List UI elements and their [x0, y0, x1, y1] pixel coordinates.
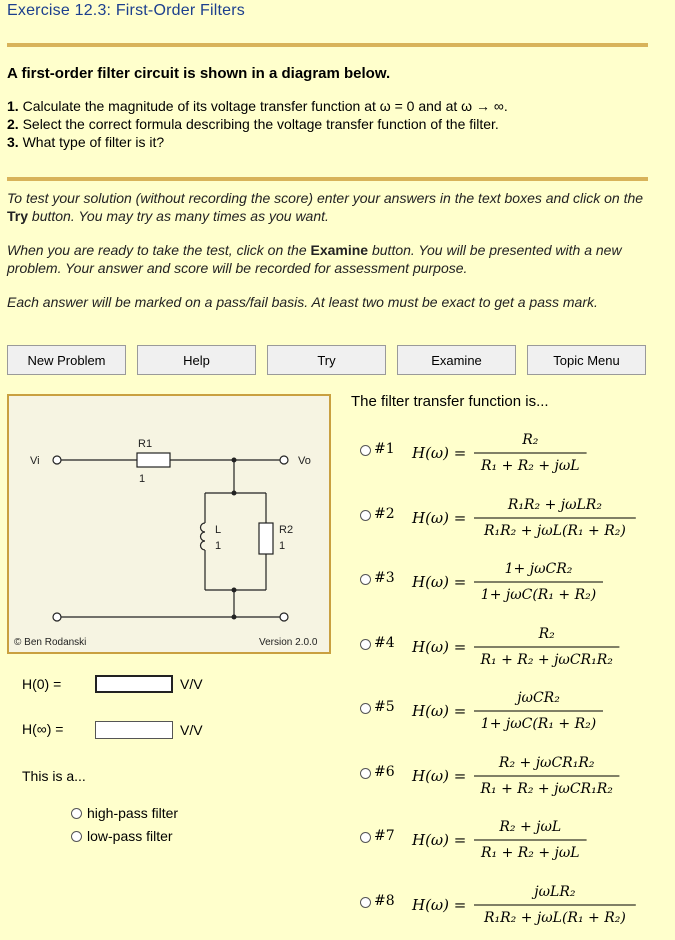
- copyright-text: © Ben Rodanski: [14, 637, 87, 648]
- transfer-option-number: #8: [374, 892, 395, 909]
- formula-denominator: R₁ + R₂ + jωL: [480, 845, 580, 861]
- transfer-option[interactable]: [358, 557, 658, 617]
- r2-label: R2: [279, 524, 294, 536]
- transfer-formula: [408, 622, 658, 682]
- transfer-formula: [408, 686, 658, 746]
- r1-value: 1: [139, 473, 146, 485]
- transfer-option-radio[interactable]: [360, 639, 371, 650]
- low-pass-radio[interactable]: [71, 831, 82, 842]
- high-pass-radio[interactable]: [71, 808, 82, 819]
- transfer-option-radio[interactable]: [360, 703, 371, 714]
- transfer-option-number: #3: [374, 570, 395, 586]
- l-label: L: [215, 524, 222, 536]
- formula-denominator: 1+ jωC(R₁ + R₂): [480, 587, 597, 603]
- question-item: 2. Select the correct formula describing the voltage transfer function of the filter.: [7, 116, 499, 132]
- transfer-option-radio[interactable]: [360, 510, 371, 521]
- version-text: Version 2.0.0: [259, 637, 318, 648]
- formula-denominator: R₁ + R₂ + jωL: [480, 458, 580, 474]
- transfer-option-number: #2: [374, 505, 395, 522]
- h0-label: H(0) =: [22, 676, 62, 692]
- transfer-option-number: #5: [374, 699, 395, 715]
- hinf-unit: V/V: [180, 722, 203, 738]
- transfer-function-title: The filter transfer function is...: [351, 393, 549, 410]
- formula-denominator: R₁ + R₂ + jωCR₁R₂: [480, 651, 613, 668]
- transfer-option-radio[interactable]: [360, 574, 371, 585]
- formula-lhs: H(ω) =: [412, 895, 467, 914]
- formula-numerator: R₂ + jωCR₁R₂: [498, 754, 595, 771]
- transfer-option[interactable]: [358, 622, 658, 682]
- instructions-try: To test your solution (without recording the score) enter your answers in the text boxes and click on the Try button. You may try as many times as you want.: [7, 190, 644, 224]
- transfer-option[interactable]: [358, 880, 658, 940]
- transfer-option-number: #1: [374, 441, 395, 457]
- transfer-option-radio[interactable]: [360, 832, 371, 843]
- high-pass-label[interactable]: high-pass filter: [87, 805, 179, 821]
- formula-numerator: jωCR₂: [517, 690, 560, 706]
- formula-numerator: R₂ + jωL: [499, 819, 562, 835]
- formula-numerator: 1+ jωCR₂: [504, 561, 573, 577]
- formula-lhs: H(ω) =: [412, 766, 467, 785]
- transfer-option[interactable]: [358, 815, 658, 875]
- formula-numerator: jωLR₂: [534, 883, 576, 900]
- transfer-option-number: #7: [374, 828, 395, 844]
- question-item: 1. Calculate the magnitude of its voltage transfer function at ω = 0 and at ω → ∞.: [7, 98, 508, 114]
- instructions-marking: Each answer will be marked on a pass/fail basis. At least two must be exact to get a pass mark.: [7, 294, 598, 310]
- vi-label: Vi: [30, 455, 40, 467]
- filter-type-prompt: This is a...: [22, 768, 86, 784]
- transfer-option-radio[interactable]: [360, 897, 371, 908]
- transfer-option-radio[interactable]: [360, 445, 371, 456]
- hinf-label: H(∞) =: [22, 721, 64, 737]
- transfer-option[interactable]: [358, 493, 658, 553]
- topic-menu-button[interactable]: Topic Menu: [527, 345, 646, 375]
- question-list: [7, 97, 508, 151]
- formula-denominator: R₁ + R₂ + jωCR₁R₂: [480, 780, 613, 797]
- formula-denominator: 1+ jωC(R₁ + R₂): [480, 716, 597, 732]
- examine-button[interactable]: Examine: [397, 345, 516, 375]
- circuit-diagram: [7, 394, 331, 654]
- low-pass-label[interactable]: low-pass filter: [87, 828, 173, 844]
- formula-denominator: R₁R₂ + jωL(R₁ + R₂): [483, 909, 626, 926]
- transfer-formula: [408, 815, 658, 875]
- r2-value: 1: [279, 540, 286, 552]
- l-value: 1: [215, 540, 222, 552]
- question-item: 3. What type of filter is it?: [7, 134, 165, 150]
- formula-numerator: R₁R₂ + jωLR₂: [507, 496, 602, 513]
- transfer-formula: [408, 557, 658, 617]
- r1-label: R1: [138, 438, 153, 450]
- transfer-option-number: #4: [374, 634, 395, 651]
- help-button[interactable]: Help: [137, 345, 256, 375]
- formula-denominator: R₁R₂ + jωL(R₁ + R₂): [483, 522, 626, 539]
- transfer-formula: [408, 880, 658, 940]
- formula-lhs: H(ω) =: [412, 508, 467, 527]
- problem-intro: A first-order filter circuit is shown in a diagram below.: [7, 65, 391, 82]
- divider: [7, 43, 648, 47]
- page-title: Exercise 12.3: First-Order Filters: [7, 2, 245, 19]
- transfer-formula: [408, 493, 658, 553]
- transfer-option-radio[interactable]: [360, 768, 371, 779]
- circuit-schematic: [9, 396, 329, 652]
- transfer-formula: [408, 428, 658, 488]
- transfer-option[interactable]: [358, 686, 658, 746]
- formula-lhs: H(ω) =: [412, 637, 467, 656]
- formula-lhs: H(ω) =: [412, 702, 467, 720]
- formula-numerator: R₂: [522, 432, 539, 448]
- vo-label: Vo: [298, 455, 311, 467]
- divider: [7, 177, 648, 181]
- formula-numerator: R₂: [538, 625, 555, 642]
- h0-unit: V/V: [180, 676, 203, 692]
- transfer-formula: [408, 751, 658, 811]
- hinf-input[interactable]: [95, 721, 173, 739]
- instructions-examine: When you are ready to take the test, click on the Examine button. You will be presented with a new problem. Your answer and score will be recorded for assessment purpose.: [7, 242, 622, 276]
- transfer-option[interactable]: [358, 428, 658, 488]
- transfer-option-number: #6: [374, 763, 395, 780]
- h0-input[interactable]: [95, 675, 173, 693]
- formula-lhs: H(ω) =: [412, 573, 467, 591]
- formula-lhs: H(ω) =: [412, 831, 467, 849]
- formula-lhs: H(ω) =: [412, 444, 467, 462]
- transfer-option[interactable]: [358, 751, 658, 811]
- try-button[interactable]: Try: [267, 345, 386, 375]
- new-problem-button[interactable]: New Problem: [7, 345, 126, 375]
